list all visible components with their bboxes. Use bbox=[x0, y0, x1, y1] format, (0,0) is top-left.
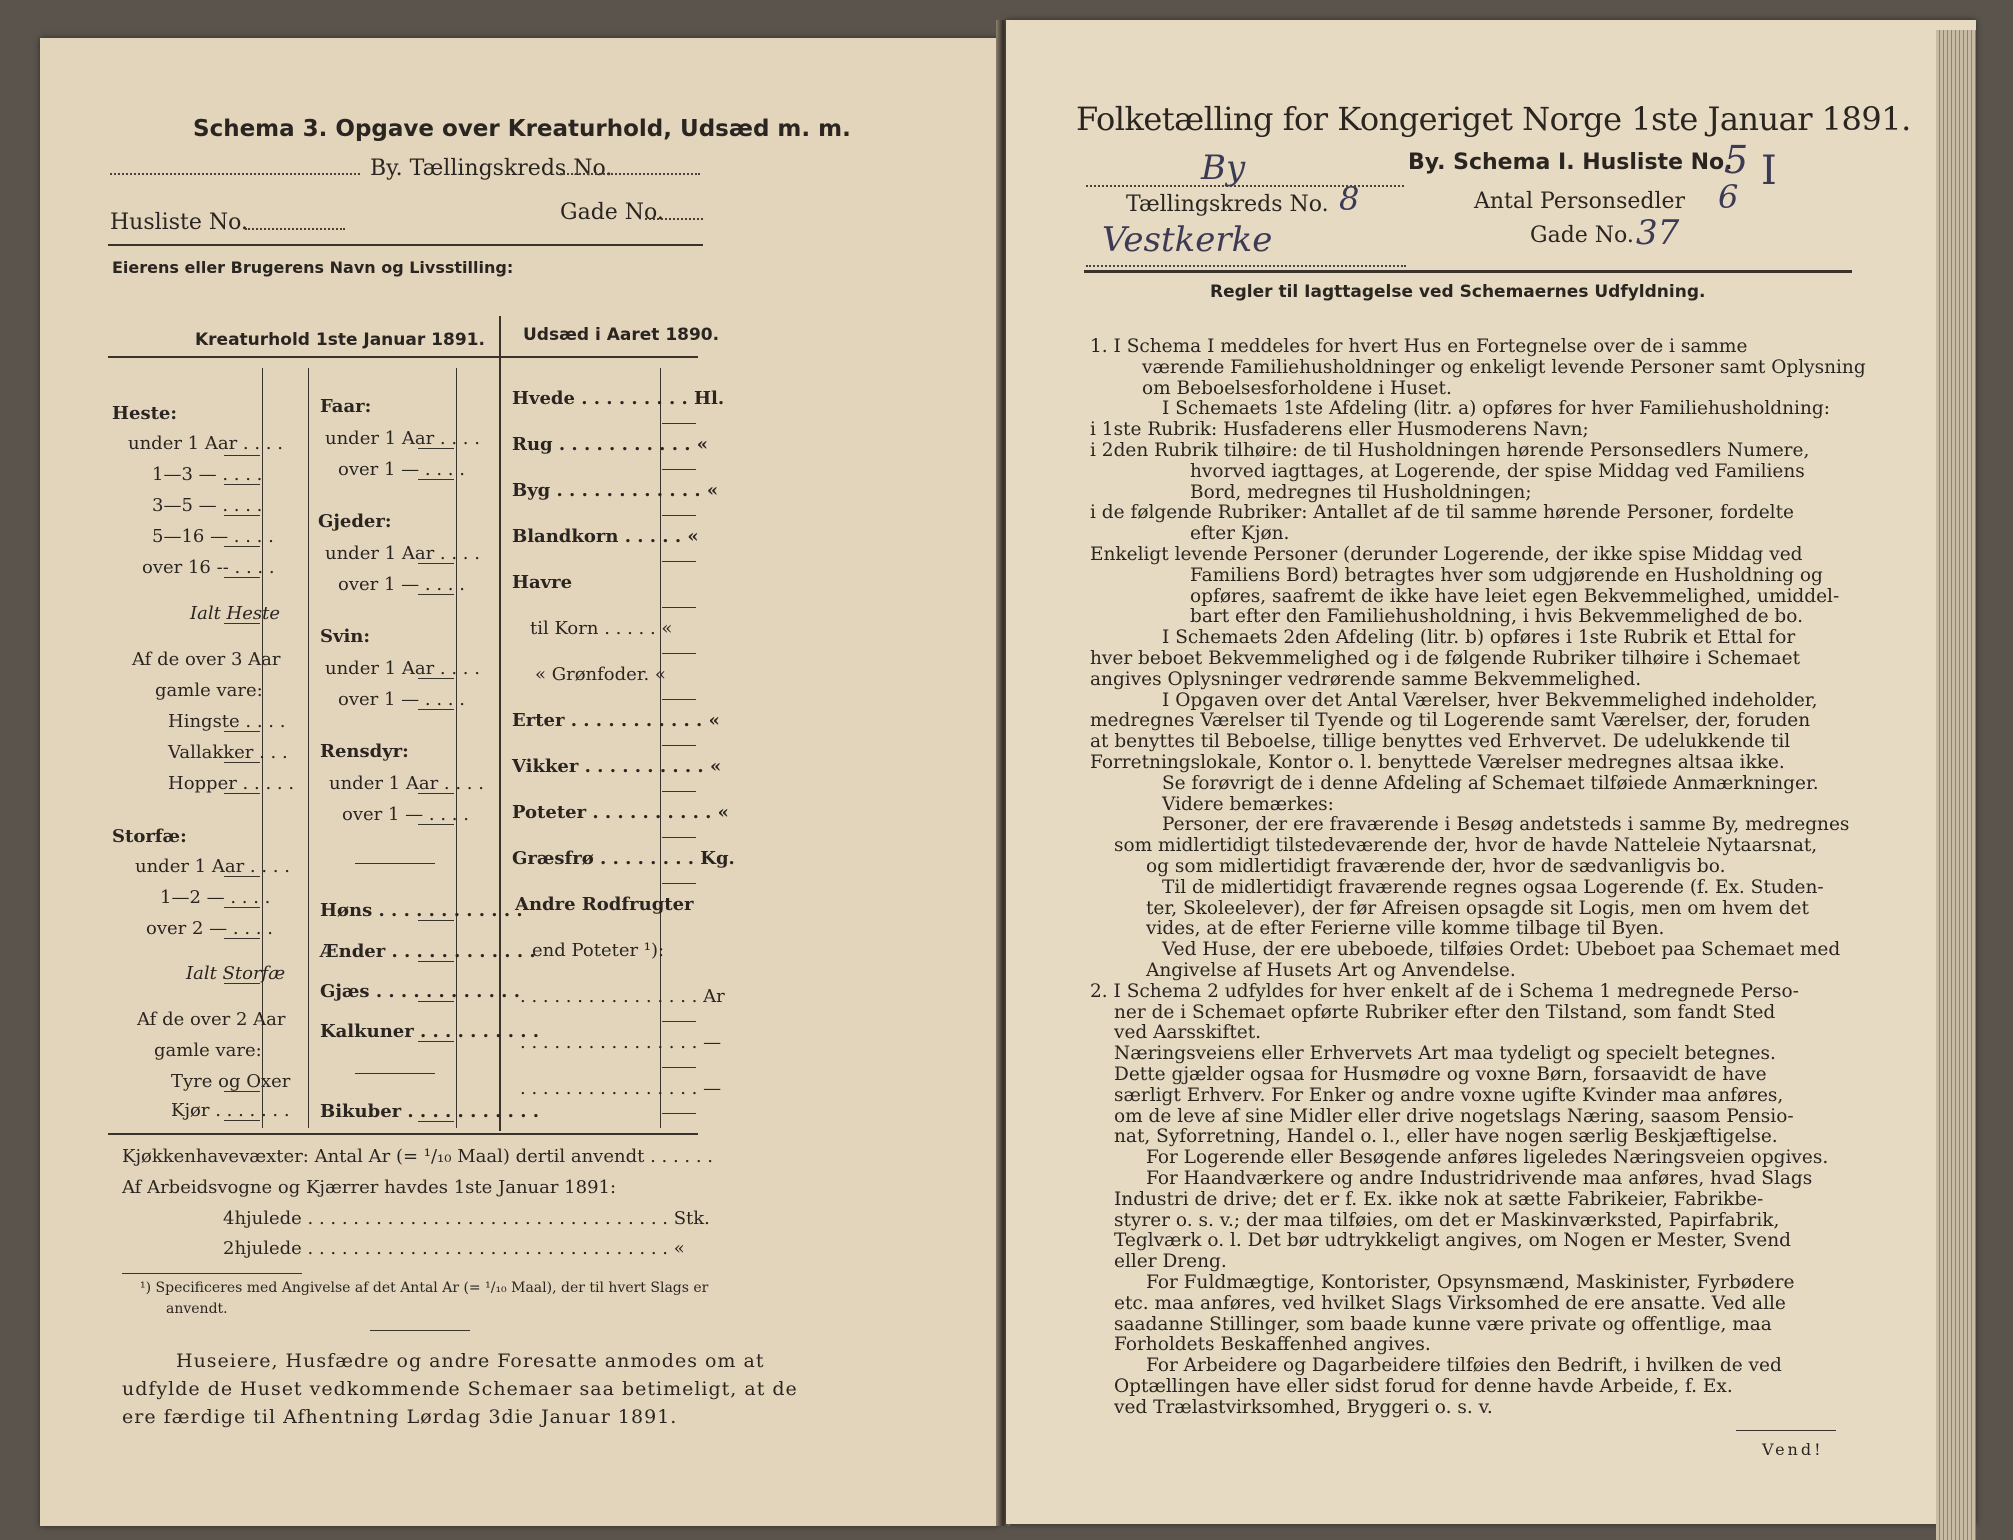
rule-line: som midlertidigt tilstedeværende der, hvor de havde Natteleie Nytaarsnat, bbox=[1114, 835, 1818, 857]
rule-line: 2. I Schema 2 udfyldes for hver enkelt af de i Schema 1 medregnede Perso- bbox=[1090, 980, 1799, 1002]
closing-3: ere færdige til Afhentning Lørdag 3die Januar 1891. bbox=[122, 1406, 678, 1428]
rule-line: For Haandværkere og andre Industridrivende maa anføres, hvad Slags bbox=[1146, 1168, 1813, 1189]
rule-line: Dette gjælder ogsaa for Husmødre og voxne Børn, forsaavidt de have bbox=[1114, 1064, 1767, 1085]
rule-line: efter Kjøn. bbox=[1190, 523, 1290, 545]
col3-row: til Korn . . . . . « bbox=[530, 618, 673, 639]
rule-line: vides, at de efter Ferierne ville komme tilbage til Byen. bbox=[1146, 918, 1665, 940]
col1-row: 1—2 — . . . . bbox=[160, 887, 271, 908]
rule-line: i 1ste Rubrik: Husfaderens eller Husmoderens Navn; bbox=[1090, 419, 1589, 441]
rule-line: Forretningslokale, Kontor o. l. benyttede Værelser medregnes altsaa ikke. bbox=[1090, 752, 1785, 773]
rule-line: værende Familiehusholdninger og enkeligt levende Personer samt Oplysning bbox=[1142, 356, 1866, 378]
rule-line: Familiens Bord) betragtes hver som udgjørende en Husholdning og bbox=[1190, 564, 1823, 586]
rule-line: ner de i Schemaet opførte Rubriker efter den Tilstand, som fandt Sted bbox=[1114, 1001, 1776, 1023]
rule-line: at benyttes til Beboelse, tillige benyttes ved Erhvervet. De udelukkende til bbox=[1090, 731, 1791, 753]
kreds-label: Tællingskreds No. bbox=[1126, 192, 1329, 217]
rule-line: hver beboet Bekvemmelighed og i de følgende Rubriker tilhøire i Schemaet bbox=[1090, 648, 1801, 669]
schema-3-form bbox=[40, 38, 1000, 1526]
col3-row: . . . . . . . . . . . . . . . . — bbox=[520, 1078, 722, 1099]
handwritten-gade: 37 bbox=[1636, 213, 1680, 253]
by-tellingskreds-label: By. Tællingskreds No. bbox=[370, 156, 613, 181]
col3-row: « Grønfoder. « bbox=[535, 664, 666, 685]
col3-row: . . . . . . . . . . . . . . . . — bbox=[520, 1032, 722, 1053]
col1-row: Af de over 3 Aar bbox=[132, 649, 281, 670]
rule-line: Personer, der ere fraværende i Besøg andetsteds i samme By, medregnes bbox=[1162, 814, 1850, 836]
rules-title: Regler til Iagttagelse ved Schemaernes Udfyldning. bbox=[1210, 282, 1706, 302]
kjokkenhave-line: Kjøkkenhavevæxter: Antal Ar (= ¹/₁₀ Maal) dertil anvendt . . . . . . bbox=[122, 1146, 714, 1167]
col1-row: Af de over 2 Aar bbox=[137, 1009, 286, 1030]
col1-row: gamle vare: bbox=[155, 680, 263, 701]
husliste-label: Husliste No. bbox=[110, 210, 248, 235]
col2-row: over 1 — . . . . bbox=[338, 689, 465, 710]
col2-row: over 1 — . . . . bbox=[338, 459, 465, 480]
rule-line: nat, Syforretning, Handel o. l., eller have nogen særlig Beskjæftigelse. bbox=[1114, 1126, 1778, 1148]
twowheel-line: 2hjulede . . . . . . . . . . . . . . . . . . . . . . . . . . . . . . . . « bbox=[223, 1238, 685, 1259]
col3-byg: Byg . . . . . . . . . . . . « bbox=[512, 480, 719, 501]
gade-label-right: Gade No. bbox=[1530, 223, 1634, 248]
col1-ialt-storfae: Ialt Storfæ bbox=[186, 963, 286, 984]
col2-row: over 1 — . . . . bbox=[342, 804, 469, 825]
col2-row: over 1 — . . . . bbox=[338, 574, 465, 595]
handwritten-by: By bbox=[1201, 148, 1246, 188]
rule-line: Næringsveiens eller Erhvervets Art maa tydeligt og specielt betegnes. bbox=[1114, 1043, 1776, 1065]
rule-line: saadanne Stillinger, som baade kunne være private og offentlige, maa bbox=[1114, 1313, 1772, 1335]
handwritten-street: Vestkerke bbox=[1102, 220, 1273, 260]
gade-label: Gade No. bbox=[560, 200, 664, 225]
schema-1-form bbox=[1006, 20, 1936, 1524]
rule-line: For Arbeidere og Dagarbeidere tilføies den Bedrift, i hvilken de ved bbox=[1146, 1355, 1782, 1377]
owner-label: Eierens eller Brugerens Navn og Livsstilling: bbox=[112, 258, 514, 277]
rule-line: Angivelse af Husets Art og Anvendelse. bbox=[1146, 960, 1516, 981]
rule-line: etc. maa anføres, ved hvilket Slags Virksomhed de ere ansatte. Ved alle bbox=[1114, 1292, 1786, 1314]
footnote-2: anvendt. bbox=[166, 1301, 228, 1317]
col3-graesfro: Græsfrø . . . . . . . . Kg. bbox=[512, 848, 735, 869]
col3-row: . . . . . . . . . . . . . . . . Ar bbox=[520, 986, 725, 1007]
col3-andre-rodfrugter: Andre Rodfrugter bbox=[515, 894, 694, 915]
rule-line: medregnes Værelser til Tyende og til Logerende samt Værelser, der, foruden bbox=[1090, 710, 1811, 732]
rule-line: Bord, medregnes til Husholdningen; bbox=[1190, 481, 1532, 503]
arbeidsvogne-line: Af Arbeidsvogne og Kjærrer havdes 1ste Januar 1891: bbox=[122, 1177, 617, 1198]
handwritten-antal: 6 bbox=[1718, 178, 1739, 216]
rule-line: Ved Huse, der ere ubeboede, tilføies Ordet: Ubeboet paa Schemaet med bbox=[1162, 939, 1841, 961]
col2-kalkuner: Kalkuner . . . . . . . . . . bbox=[320, 1021, 540, 1042]
col1-row: Hopper . . . . . bbox=[168, 773, 295, 794]
rule-line: ved Trælastvirksomhed, Bryggeri o. s. v. bbox=[1114, 1396, 1493, 1418]
rule-line: ter, Skoleelever), der før Afreisen opsagde sit Logis, men om hvem det bbox=[1146, 897, 1809, 919]
col3-rug: Rug . . . . . . . . . . . « bbox=[512, 434, 709, 455]
col1-heste: Heste: bbox=[112, 403, 178, 424]
rule-line: i 2den Rubrik tilhøire: de til Husholdningen hørende Personsedlers Numere, bbox=[1090, 440, 1810, 461]
col1-row: Hingste . . . . bbox=[168, 711, 286, 732]
col1-storfae: Storfæ: bbox=[112, 826, 187, 847]
col1-row: under 1 Aar . . . . bbox=[128, 433, 283, 454]
closing-2: udfylde de Huset vedkommende Schemaer saa betimeligt, at de bbox=[122, 1378, 798, 1400]
col1-row: over 16 -- . . . . bbox=[142, 557, 275, 578]
col3-poteter: Poteter . . . . . . . . . . « bbox=[512, 802, 729, 823]
rule-line: bart efter den Familiehusholdning, i hvis Bekvemmelighed de bo. bbox=[1190, 606, 1803, 628]
rule-line: For Fuldmægtige, Kontorister, Opsynsmænd, Maskinister, Fyrbødere bbox=[1146, 1272, 1795, 1293]
rule-line: I Schemaets 2den Afdeling (litr. b) opføres i 1ste Rubrik et Ettal for bbox=[1162, 627, 1796, 649]
rule-line: Industri de drive; det er f. Ex. ikke nok at sætte Fabrikeier, Fabrikbe- bbox=[1114, 1188, 1764, 1210]
col2-aender: Ænder . . . . . . . . . . . . bbox=[320, 941, 536, 962]
rule-line: Optællingen have eller sidst forud for denne havde Arbeide, f. Ex. bbox=[1114, 1376, 1733, 1397]
col1-row: Tyre og Oxer bbox=[171, 1071, 291, 1092]
col3-row: end Poteter ¹): bbox=[532, 940, 665, 961]
col3-blandkorn: Blandkorn . . . . . « bbox=[512, 526, 699, 547]
col1-row: under 1 Aar . . . . bbox=[135, 856, 290, 877]
col2-svin: Svin: bbox=[320, 626, 371, 647]
rule-line: Videre bemærkes: bbox=[1162, 793, 1334, 815]
rule-line: Se forøvrigt de i denne Afdeling af Schemaet tilføiede Anmærkninger. bbox=[1162, 772, 1819, 794]
footnote-1: ¹) Specificeres med Angivelse af det Antal Ar (= ¹/₁₀ Maal), der til hvert Slags er bbox=[140, 1280, 709, 1296]
col2-bikuber: Bikuber . . . . . . . . . . . bbox=[320, 1101, 539, 1122]
antal-label: Antal Personsedler bbox=[1474, 189, 1686, 214]
rule-line: og som midlertidigt fraværende der, hvor de sædvanligvis bo. bbox=[1146, 856, 1726, 877]
col1-row: Kjør . . . . . . . bbox=[171, 1100, 290, 1121]
rule-line: Teglværk o. l. Det bør udtrykkeligt angives, om Nogen er Mester, Svend bbox=[1114, 1230, 1791, 1252]
col3-havre: Havre bbox=[512, 572, 573, 593]
by-schema-husliste: By. Schema I. Husliste No. bbox=[1408, 150, 1733, 175]
col2-rensdyr: Rensdyr: bbox=[320, 741, 409, 762]
col2-row: under 1 Aar . . . . bbox=[325, 428, 480, 449]
col2-gjaes: Gjæs . . . . . . . . . . . . bbox=[320, 981, 520, 1002]
schema3-header: Schema 3. Opgave over Kreaturhold, Udsæd m. m. bbox=[193, 116, 851, 142]
col2-row: under 1 Aar . . . . bbox=[329, 773, 484, 794]
vend-label: Vend! bbox=[1762, 1440, 1824, 1459]
col2-faar: Faar: bbox=[320, 396, 372, 417]
udsaed-header: Udsæd i Aaret 1890. bbox=[523, 325, 720, 345]
col1-row: over 2 — . . . . bbox=[146, 918, 273, 939]
col1-row: Vallakker . . . bbox=[168, 742, 288, 763]
rule-line: hvorved iagttages, at Logerende, der spise Middag ved Familiens bbox=[1190, 460, 1805, 482]
rule-line: styrer o. s. v.; der maa tilføies, om det er Maskinværksted, Papirfabrik, bbox=[1114, 1209, 1780, 1231]
col2-gjeder: Gjeder: bbox=[318, 511, 392, 532]
rule-line: Til de midlertidigt fraværende regnes ogsaa Logerende (f. Ex. Studen- bbox=[1162, 876, 1824, 898]
census-title: Folketælling for Kongeriget Norge 1ste Januar 1891. bbox=[1076, 100, 1911, 138]
col2-hons: Høns . . . . . . . . . . . . bbox=[320, 900, 523, 921]
handwritten-husliste: 5 bbox=[1724, 138, 1749, 182]
rule-line: eller Dreng. bbox=[1114, 1251, 1227, 1273]
col3-vikker: Vikker . . . . . . . . . . « bbox=[512, 756, 722, 777]
rule-line: I Schemaets 1ste Afdeling (litr. a) opføres for hver Familiehusholdning: bbox=[1162, 398, 1830, 420]
kreaturhold-header: Kreaturhold 1ste Januar 1891. bbox=[195, 330, 485, 350]
handwritten-mark: I bbox=[1761, 148, 1777, 194]
rules-text bbox=[1090, 336, 1870, 1456]
col2-row: under 1 Aar . . . . bbox=[325, 543, 480, 564]
rule-line: om Beboelsesforholdene i Huset. bbox=[1142, 377, 1452, 399]
col1-row: 1—3 — . . . . bbox=[152, 464, 263, 485]
rule-line: Enkeligt levende Personer (derunder Logerende, der ikke spise Middag ved bbox=[1090, 544, 1803, 565]
col2-row: under 1 Aar . . . . bbox=[325, 658, 480, 679]
closing-1: Huseiere, Husfædre og andre Foresatte anmodes om at bbox=[176, 1350, 765, 1372]
rule-line: 1. I Schema I meddeles for hvert Hus en Fortegnelse over de i samme bbox=[1090, 336, 1748, 357]
col1-row: 3—5 — . . . . bbox=[152, 495, 263, 516]
rule-line: For Logerende eller Besøgende anføres ligeledes Næringsveien opgives. bbox=[1146, 1147, 1829, 1169]
col1-row: 5—16 — . . . . bbox=[152, 526, 274, 547]
rule-line: ved Aarsskiftet. bbox=[1114, 1022, 1262, 1044]
col1-ialt-heste: Ialt Heste bbox=[190, 603, 281, 624]
rule-line: i de følgende Rubriker: Antallet af de til samme hørende Personer, fordelte bbox=[1090, 502, 1794, 524]
rule-line: angives Oplysninger vedrørende samme Bekvemmelighed. bbox=[1090, 668, 1642, 690]
rule-line: om de leve af sine Midler eller drive nogetslags Næring, saasom Pensio- bbox=[1114, 1105, 1794, 1127]
rule-line: særligt Erhverv. For Enker og andre voxne ugifte Kvinder maa anføres, bbox=[1114, 1084, 1784, 1106]
page-edges bbox=[1936, 30, 1976, 1540]
col1-row: gamle vare: bbox=[154, 1040, 262, 1061]
col3-hvede: Hvede . . . . . . . . . Hl. bbox=[512, 388, 725, 409]
handwritten-kreds: 8 bbox=[1339, 180, 1360, 218]
rule-line: I Opgaven over det Antal Værelser, hver Bekvemmelighed indeholder, bbox=[1162, 689, 1818, 711]
rule-line: Forholdets Beskaffenhed angives. bbox=[1114, 1334, 1431, 1356]
rule-line: opføres, saafremt de ikke have leiet egen Bekvemmelighed, umiddel- bbox=[1190, 585, 1840, 607]
col3-erter: Erter . . . . . . . . . . . « bbox=[512, 710, 720, 731]
fourwheel-line: 4hjulede . . . . . . . . . . . . . . . . . . . . . . . . . . . . . . . . Stk. bbox=[223, 1208, 710, 1229]
